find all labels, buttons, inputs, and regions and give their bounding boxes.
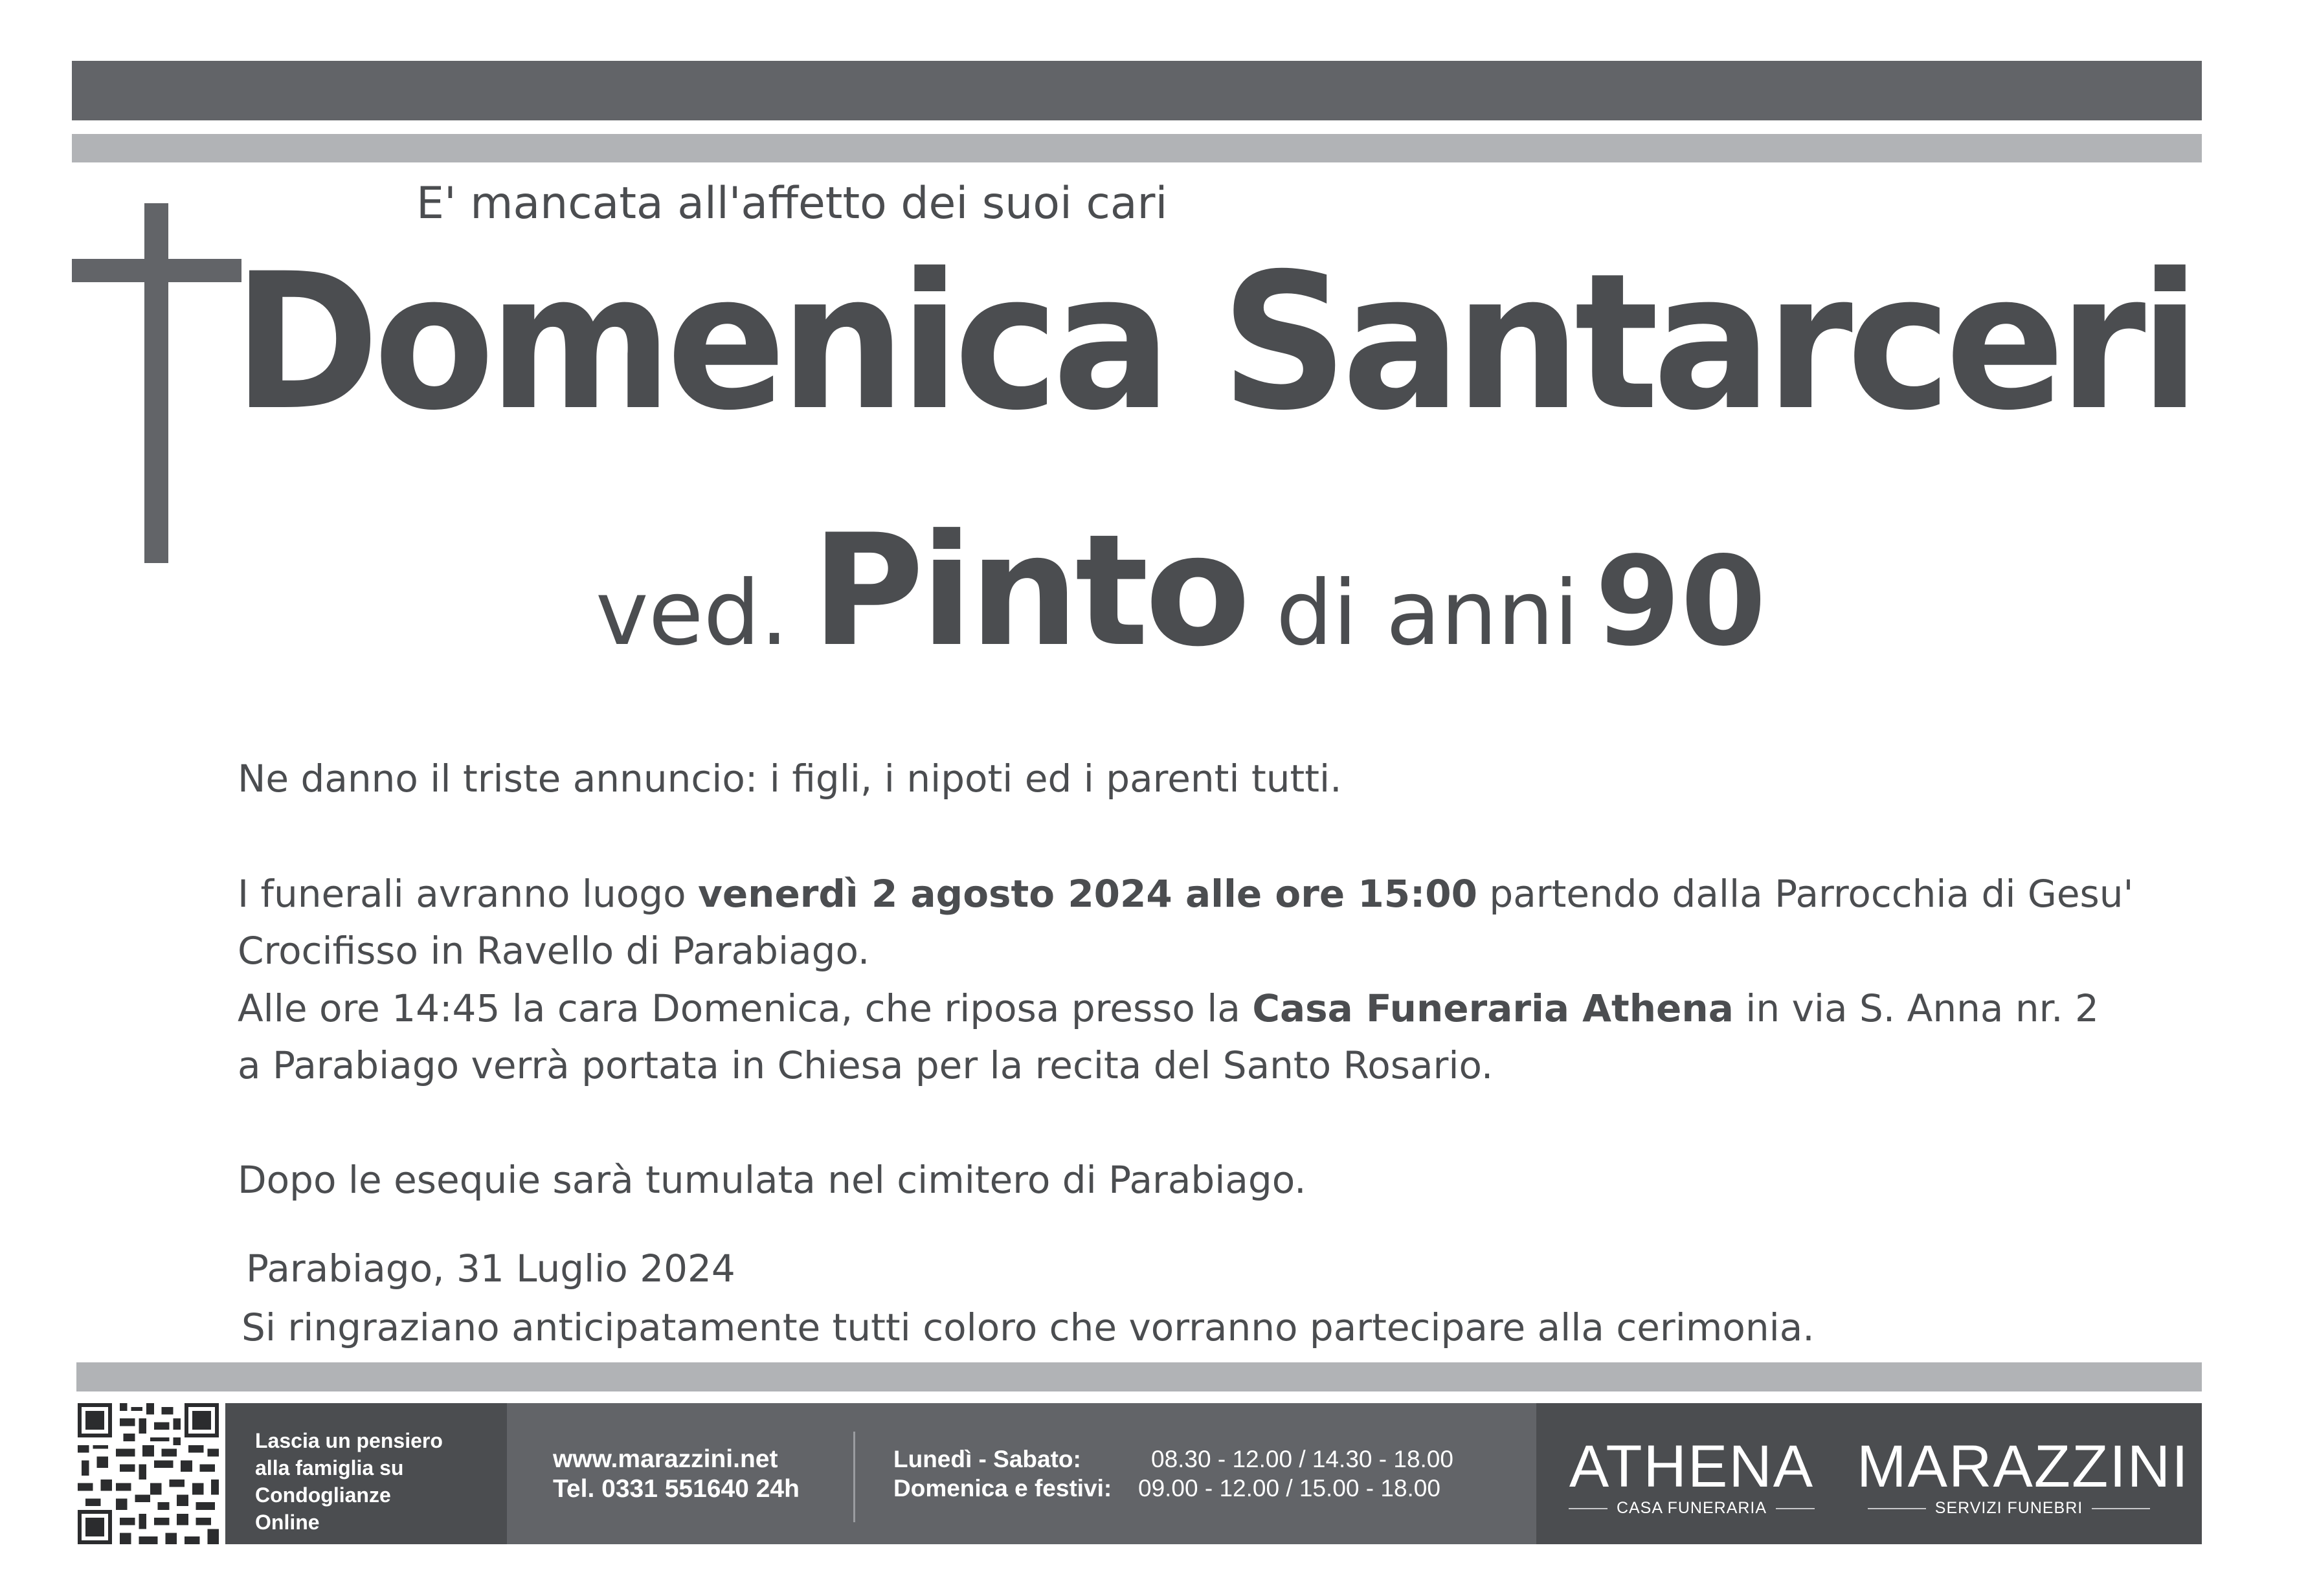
- rosary-line-1: [238, 986, 2099, 1030]
- top-light-bar: [72, 134, 2202, 162]
- funeral-post: partendo dalla Parrocchia di Gesu': [1477, 872, 2134, 916]
- rosary-line-2: a Parabiago verrà portata in Chiesa per la recita del Santo Rosario.: [238, 1043, 1494, 1087]
- funeral-line-1: [238, 872, 2134, 916]
- rosary-post: in via S. Anna nr. 2: [1733, 986, 2099, 1030]
- marazzini-logo: [1857, 1434, 2190, 1517]
- phone-number[interactable]: Tel. 0331 551640 24h: [553, 1475, 800, 1503]
- condolence-line-1: Lascia un pensiero: [255, 1429, 443, 1452]
- announcement-text: Ne danno il triste annuncio: i figli, i nipoti ed i parenti tutti.: [238, 757, 1342, 801]
- funeral-pre: I funerali avranno luogo: [238, 872, 699, 916]
- hours-weekdays: 08.30 - 12.00 / 14.30 - 18.00: [1151, 1446, 1453, 1472]
- footer-separator: [76, 1362, 2202, 1391]
- name-line-2: [596, 502, 1767, 681]
- ved-label: ved.: [596, 561, 789, 665]
- marazzini-logo-sub: SERVIZI FUNEBRI: [1934, 1499, 2083, 1517]
- cross-horizontal: [72, 259, 241, 282]
- deceased-name: Domenica Santarceri: [233, 234, 2195, 452]
- contact-divider: [853, 1432, 855, 1522]
- condolence-line-3: Condoglianze: [255, 1483, 391, 1507]
- top-dark-bar: [72, 61, 2202, 120]
- thanks-text: Si ringraziano anticipatamente tutti coloro che vorranno partecipare alla cerimonia.: [241, 1305, 1815, 1349]
- hours-label-holidays: Domenica e festivi:: [893, 1475, 1112, 1502]
- age-label: di anni: [1275, 561, 1579, 665]
- place-date: Parabiago, 31 Luglio 2024: [246, 1247, 735, 1291]
- funeral-date: venerdì 2 agosto 2024 alle ore 15:00: [698, 872, 1477, 916]
- intro-text: E' mancata all'affetto dei suoi cari: [416, 178, 1168, 229]
- rosary-place: Casa Funeraria Athena: [1252, 986, 1734, 1030]
- contact-box: [507, 1403, 1536, 1544]
- rosary-pre: Alle ore 14:45 la cara Domenica, che riposa presso la: [238, 986, 1253, 1030]
- condolence-box[interactable]: [225, 1403, 507, 1544]
- athena-logo-sub: CASA FUNERARIA: [1616, 1499, 1767, 1517]
- logos-box: [1536, 1403, 2202, 1544]
- hours-label-weekdays: Lunedì - Sabato:: [893, 1446, 1081, 1472]
- cross-vertical: [144, 203, 168, 563]
- hours-holidays: 09.00 - 12.00 / 15.00 - 18.00: [1138, 1475, 1440, 1502]
- website-link[interactable]: www.marazzini.net: [553, 1445, 778, 1473]
- athena-logo-main: ATHENA: [1569, 1434, 1815, 1500]
- marazzini-logo-main: MARAZZINI: [1857, 1434, 2190, 1500]
- married-name: Pinto: [811, 502, 1247, 681]
- age-value: 90: [1595, 530, 1767, 673]
- athena-logo: [1569, 1434, 1815, 1517]
- funeral-line-2: Crocifisso in Ravello di Parabiago.: [238, 929, 870, 973]
- condolence-line-2: alla famiglia su: [255, 1456, 404, 1480]
- condolence-line-4: Online: [255, 1511, 320, 1534]
- qr-code-icon[interactable]: [76, 1403, 220, 1544]
- burial-text: Dopo le esequie sarà tumulata nel cimitero di Parabiago.: [238, 1158, 1306, 1202]
